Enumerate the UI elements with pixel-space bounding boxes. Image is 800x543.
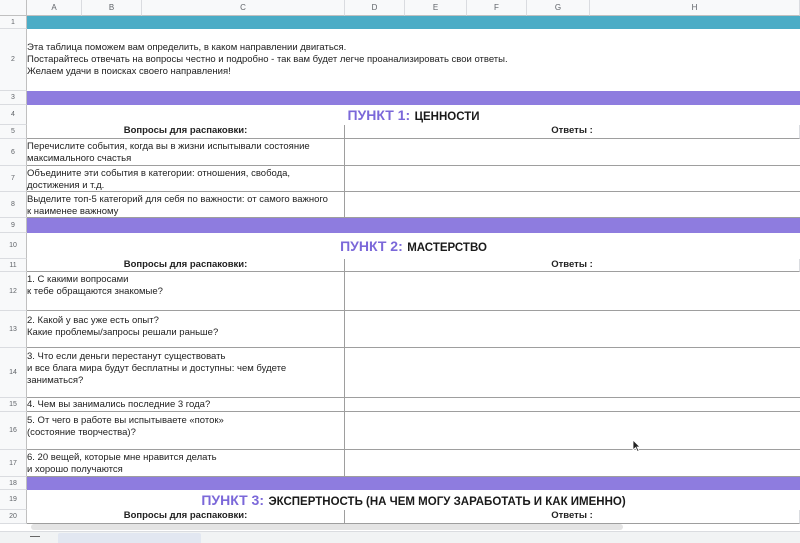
answer-cell[interactable] [345,348,800,398]
row-header-16[interactable]: 16 [0,412,27,450]
questions-header[interactable]: Вопросы для распаковки: [27,125,345,139]
section-number: ПУНКТ 1: [347,107,411,123]
section-name: ЦЕННОСТИ [414,111,480,123]
section-name: МАСТЕРСТВО [407,242,487,254]
question-line: достижения и т.д. [27,180,105,191]
question-line: заниматься? [27,375,84,386]
row-header-8[interactable]: 8 [0,192,27,218]
row-header-17[interactable]: 17 [0,450,27,477]
section-number: ПУНКТ 2: [340,238,403,254]
section-number: ПУНКТ 3: [201,492,264,508]
answer-cell[interactable] [345,166,800,192]
row-header-5[interactable]: 5 [0,125,27,139]
question-line: 4. Чем вы занимались последние 3 года? [27,399,211,410]
answer-cell[interactable] [345,272,800,311]
questions-header[interactable]: Вопросы для распаковки: [27,259,345,272]
answers-header[interactable]: Ответы : [345,510,800,524]
intro-line: Постарайтесь отвечать на вопросы честно и подробно - так вам будет легче проанализировать свои ответы. [27,54,508,65]
question-cell[interactable] [27,398,345,412]
questions-header[interactable]: Вопросы для распаковки: [27,510,345,524]
question-line: Объедините эти события в категории: отношения, свобода, [27,168,291,179]
row-header-19[interactable]: 19 [0,490,27,510]
question-line: Выделите топ-5 категорий для себя по важности: от самого важного [27,194,328,205]
row-header-2[interactable]: 2 [0,29,27,91]
section-title[interactable] [27,492,800,510]
column-header-a[interactable]: A [27,0,82,16]
question-cell[interactable] [27,139,345,166]
answer-cell[interactable] [345,311,800,348]
question-line: максимального счастья [27,153,132,164]
question-cell[interactable] [27,311,345,348]
question-line: 5. От чего в работе вы испытываете «поток» [27,415,224,426]
mouse-cursor-icon [632,439,641,452]
intro-text[interactable] [27,42,508,78]
column-header-g[interactable]: G [527,0,590,16]
question-line: и все блага мира будут бесплатны и доступны: чем будете [27,363,287,374]
answer-cell[interactable] [345,139,800,166]
row-header-6[interactable]: 6 [0,139,27,166]
column-header-c[interactable]: C [142,0,345,16]
purple-divider-band[interactable] [27,91,800,105]
question-cell[interactable] [27,450,345,477]
question-line: к наименее важному [27,206,119,217]
sheet-tab[interactable] [58,533,201,543]
question-cell[interactable] [27,348,345,398]
all-sheets-menu-icon[interactable] [30,536,40,543]
question-line: Какие проблемы/запросы решали раньше? [27,327,219,338]
row-header-3[interactable]: 3 [0,91,27,105]
row-header-1[interactable]: 1 [0,16,27,29]
horizontal-scrollbar[interactable] [31,524,623,530]
answer-cell[interactable] [345,192,800,218]
column-header-h[interactable]: H [590,0,800,16]
question-line: 1. С какими вопросами [27,274,129,285]
question-line: 3. Что если деньги перестанут существовать [27,351,226,362]
section-name: ЭКСПЕРТНОСТЬ (НА ЧЕМ МОГУ ЗАРАБОТАТЬ И КАК ИМЕННО) [268,496,626,508]
row-header-12[interactable]: 12 [0,272,27,311]
column-header-d[interactable]: D [345,0,405,16]
question-cell[interactable] [27,192,345,218]
question-line: и хорошо получаются [27,464,123,475]
question-line: (состояние творчества)? [27,427,136,438]
column-header-e[interactable]: E [405,0,467,16]
row-header-10[interactable]: 10 [0,233,27,259]
question-line: Перечислите события, когда вы в жизни испытывали состояние [27,141,310,152]
select-all-corner[interactable] [0,0,27,16]
answer-cell[interactable] [345,398,800,412]
question-cell[interactable] [27,412,345,450]
purple-divider-band[interactable] [27,477,800,490]
row-header-4[interactable]: 4 [0,105,27,125]
section-title[interactable] [27,238,800,256]
question-cell[interactable] [27,272,345,311]
row-header-7[interactable]: 7 [0,166,27,192]
row-header-18[interactable]: 18 [0,477,27,490]
row-header-20[interactable]: 20 [0,510,27,524]
answer-cell[interactable] [345,450,800,477]
question-line: 2. Какой у вас уже есть опыт? [27,315,159,326]
answer-cell[interactable] [345,412,800,450]
intro-line: Желаем удачи в поисках своего направления! [27,66,231,77]
question-cell[interactable] [27,166,345,192]
row-header-14[interactable]: 14 [0,348,27,398]
row-header-15[interactable]: 15 [0,398,27,412]
column-header-f[interactable]: F [467,0,527,16]
answers-header[interactable]: Ответы : [345,125,800,139]
teal-header-band[interactable] [27,16,800,29]
row-header-9[interactable]: 9 [0,218,27,233]
question-line: к тебе обращаются знакомые? [27,286,163,297]
intro-line: Эта таблица поможем вам определить, в каком направлении двигаться. [27,42,347,53]
row-header-13[interactable]: 13 [0,311,27,348]
question-line: 6. 20 вещей, которые мне нравится делать [27,452,217,463]
row-header-11[interactable]: 11 [0,259,27,272]
purple-divider-band[interactable] [27,218,800,233]
column-header-b[interactable]: B [82,0,142,16]
section-title[interactable] [27,107,800,125]
answers-header[interactable]: Ответы : [345,259,800,272]
